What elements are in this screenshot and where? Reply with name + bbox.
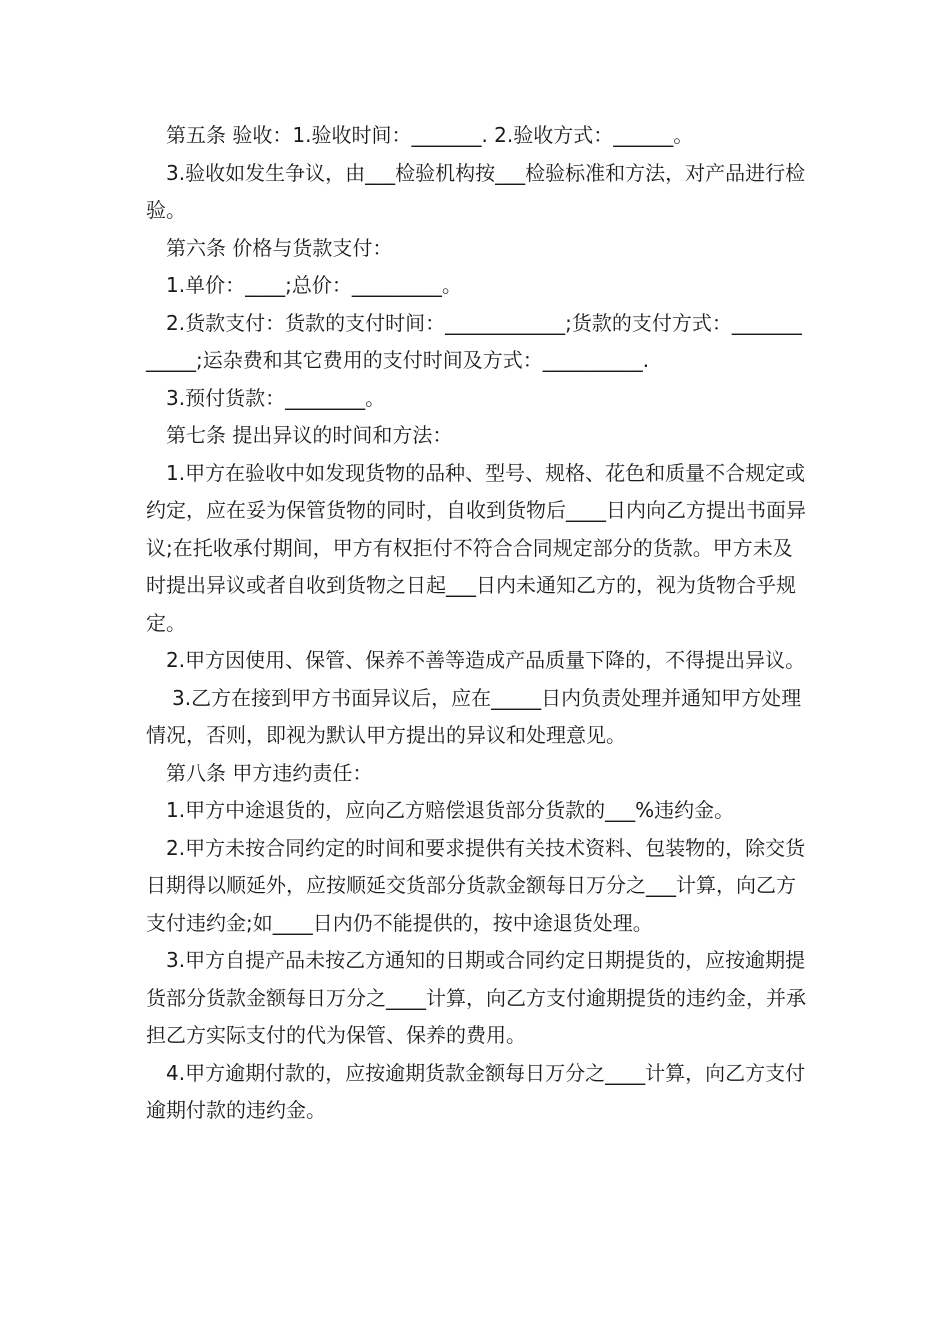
article-8-clause-1: 1.甲方中途退货的，应向乙方赔偿退货部分货款的___%违约金。 (166, 798, 735, 822)
article-8-clause-2: 2.甲方未按合同约定的时间和要求提供有关技术资料、包装物的，除交货日期得以顺延外，应按顺延交货部分货款金额每日万分之___计算，向乙方支付违约金;如____日内仍不能提供的，按中途退货处理。 (146, 835, 806, 935)
article-5-acceptance: 第五条 验收：1.验收时间：_______. 2.验收方式：______。 (166, 123, 694, 147)
article-8-heading: 第八条 甲方违约责任： (166, 760, 373, 785)
article-8-clause-4: 4.甲方逾期付款的，应按逾期货款金额每日万分之____计算，向乙方支付逾期付款的违约金。 (146, 1060, 806, 1122)
article-6-price: 1.单价：____;总价：_________。 (166, 273, 462, 297)
article-6-prepayment: 3.预付货款：________。 (166, 385, 386, 410)
article-8-clause-3: 3.甲方自提产品未按乙方通知的日期或合同约定日期提货的，应按逾期提货部分货款金额每日万分之____计算，向乙方支付逾期提货的违约金，并承担乙方实际支付的代为保管、保养的费用。 (146, 948, 806, 1047)
article-6-heading: 第六条 价格与货款支付： (166, 235, 393, 260)
article-7-heading: 第七条 提出异议的时间和方法： (166, 423, 453, 447)
article-5-dispute-clause: 3.验收如发生争议，由___检验机构按___检验标准和方法，对产品进行检验。 (146, 160, 806, 222)
document-page (146, 117, 810, 1130)
article-7-clause-2: 2.甲方因使用、保管、保养不善等造成产品质量下降的，不得提出异议。 (166, 648, 806, 672)
article-7-clause-1: 1.甲方在验收中如发现货物的品种、型号、规格、花色和质量不合规定或约定，应在妥为保管货物的同时，自收到货物后____日内向乙方提出书面异议;在托收承付期间，甲方有权拒付不符合合同规定部分的货款。甲方未及时提出异议或者自收到货物之日起___日内未通知乙方的，视为货物合乎规定。 (146, 460, 806, 635)
article-6-payment: 2.货款支付：货款的支付时间：____________;货款的支付方式：____________;运杂费和其它费用的支付时间及方式：__________. (146, 310, 802, 372)
article-7-clause-3: 3.乙方在接到甲方书面异议后，应在_____日内负责处理并通知甲方处理情况，否则，即视为默认甲方提出的异议和处理意见。 (146, 685, 802, 747)
